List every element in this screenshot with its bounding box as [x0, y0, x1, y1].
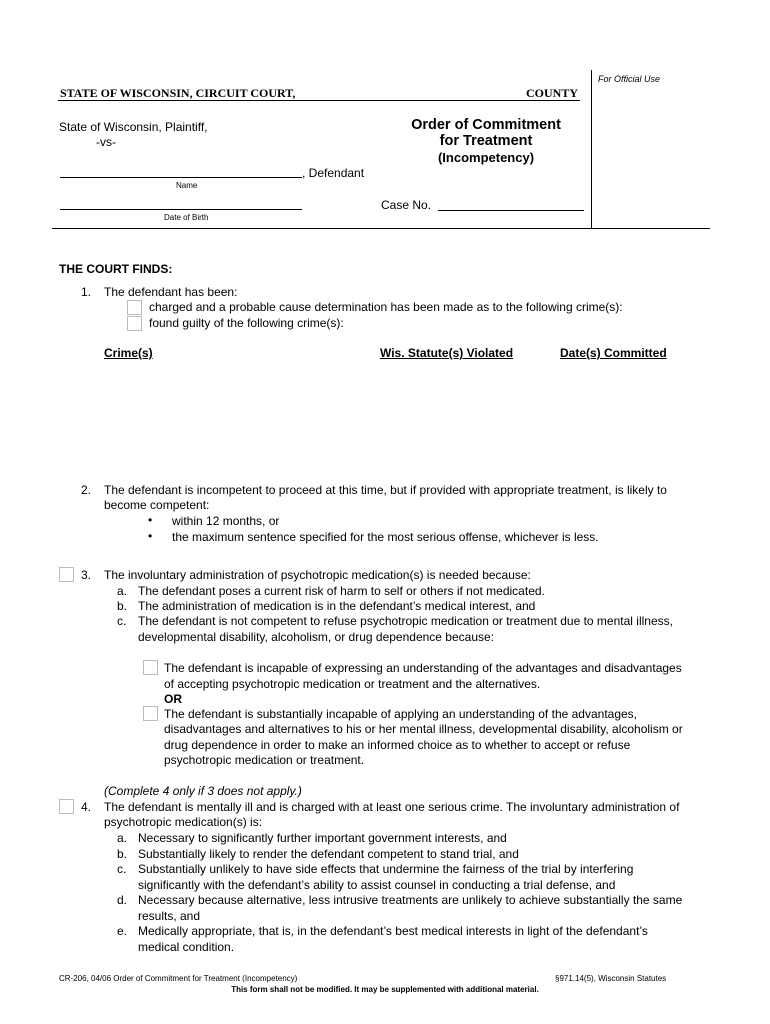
item4-c-label: c. — [117, 862, 127, 876]
item3-a-label: a. — [117, 584, 128, 598]
incapable-expressing-checkbox[interactable] — [143, 660, 158, 675]
item4-b-text: Substantially likely to render the defendant competent to stand trial, and — [138, 847, 519, 861]
item2-line2: become competent: — [104, 498, 210, 512]
footer-form-id: CR-206, 04/06 Order of Commitment for Treatment (Incompetency) — [59, 974, 298, 983]
case-no-label: Case No. — [381, 198, 432, 212]
court-line-county: COUNTY — [526, 86, 579, 100]
date-of-birth-field[interactable] — [60, 209, 302, 210]
court-finds-heading: THE COURT FINDS: — [59, 262, 173, 276]
item3-c-line2: developmental disability, alcoholism, or drug dependence because: — [138, 630, 494, 644]
item1-number: 1. — [81, 285, 92, 299]
item3-number: 3. — [81, 568, 92, 582]
opt2-line2: disadvantages and alternatives to his or her mental illness, developmental disability, alcoholism or — [164, 722, 683, 736]
item3-checkbox[interactable] — [59, 567, 74, 582]
court-line-rule — [58, 100, 580, 101]
found-guilty-checkbox[interactable] — [127, 316, 142, 331]
item3-c-line1: The defendant is not competent to refuse psychotropic medication or treatment due to mental illness, — [138, 614, 673, 628]
official-use-divider — [591, 70, 592, 228]
caption-bottom-rule — [52, 228, 710, 229]
item4-a-label: a. — [117, 831, 128, 845]
statutes-column-header: Wis. Statute(s) Violated — [380, 346, 514, 360]
found-guilty-label: found guilty of the following crime(s): — [149, 316, 344, 330]
item3-c-label: c. — [117, 614, 127, 628]
item4-e-line1: Medically appropriate, that is, in the defendant’s best medical interests in light of the defendant’s — [138, 924, 648, 938]
item4-number: 4. — [81, 800, 92, 814]
item4-line2: psychotropic medication(s) is: — [104, 815, 263, 829]
incapable-applying-checkbox[interactable] — [143, 706, 158, 721]
item3-b-label: b. — [117, 599, 128, 613]
defendant-name-field[interactable] — [60, 177, 302, 178]
vs-label: -vs- — [96, 135, 116, 149]
opt2-line3: drug dependence in order to make an informed choice as to whether to accept or refuse — [164, 738, 631, 752]
item1-text: The defendant has been: — [104, 285, 238, 299]
dob-caption: Date of Birth — [164, 213, 209, 222]
footer-statute: §971.14(5), Wisconsin Statutes — [555, 974, 667, 983]
item4-c-line2: significantly with the defendant’s ability to assist counsel in conducting a trial defense, and — [138, 878, 616, 892]
official-use-label: For Official Use — [598, 74, 661, 84]
defendant-label: , Defendant — [302, 166, 365, 180]
or-label: OR — [164, 692, 182, 706]
item4-note: (Complete 4 only if 3 does not apply.) — [104, 784, 302, 798]
item4-e-label: e. — [117, 924, 128, 938]
form-title-line2: for Treatment — [439, 133, 533, 149]
item2-line1: The defendant is incompetent to proceed at this time, but if provided with appropriate treatment, is likely to — [104, 483, 667, 497]
opt1-line2: of accepting psychotropic medication or treatment and the alternatives. — [164, 677, 541, 691]
footer-notice: This form shall not be modified. It may be supplemented with additional material. — [231, 985, 539, 994]
charged-label: charged and a probable cause determination has been made as to the following crime(s): — [149, 300, 623, 314]
item2-number: 2. — [81, 483, 92, 497]
court-line-left: STATE OF WISCONSIN, CIRCUIT COURT, — [60, 86, 296, 100]
form-title-line1: Order of Commitment — [411, 117, 561, 133]
item2-bullet2: the maximum sentence specified for the most serious offense, whichever is less. — [172, 530, 599, 544]
name-caption: Name — [176, 181, 198, 190]
opt1-line1: The defendant is incapable of expressing an understanding of the advantages and disadvantages — [164, 661, 682, 675]
item3-a-text: The defendant poses a current risk of harm to self or others if not medicated. — [138, 584, 545, 598]
item4-a-text: Necessary to significantly further important government interests, and — [138, 831, 507, 845]
item4-d-label: d. — [117, 893, 128, 907]
plaintiff-label: State of Wisconsin, Plaintiff, — [59, 120, 208, 134]
item2-bullet1: within 12 months, or — [172, 514, 280, 528]
item4-d-line1: Necessary because alternative, less intrusive treatments are unlikely to achieve substantially the same — [138, 893, 683, 907]
item4-c-line1: Substantially unlikely to have side effects that undermine the fairness of the trial by interfering — [138, 862, 634, 876]
opt2-line4: psychotropic medication or treatment. — [164, 753, 365, 767]
item4-e-line2: medical condition. — [138, 940, 235, 954]
item3-text: The involuntary administration of psychotropic medication(s) is needed because: — [104, 568, 531, 582]
crimes-column-header: Crime(s) — [104, 346, 153, 360]
item4-d-line2: results, and — [138, 909, 201, 923]
bullet-icon: • — [148, 513, 153, 527]
charged-checkbox[interactable] — [127, 300, 142, 315]
dates-column-header: Date(s) Committed — [560, 346, 667, 360]
case-no-field[interactable] — [438, 210, 584, 211]
item3-b-text: The administration of medication is in the defendant’s medical interest, and — [138, 599, 536, 613]
item4-b-label: b. — [117, 847, 128, 861]
item4-checkbox[interactable] — [59, 799, 74, 814]
form-title-line3: (Incompetency) — [437, 150, 535, 165]
bullet-icon: • — [148, 529, 153, 543]
opt2-line1: The defendant is substantially incapable of applying an understanding of the advantages, — [164, 707, 638, 721]
item4-line1: The defendant is mentally ill and is charged with at least one serious crime. The involuntary administration of — [104, 800, 680, 814]
